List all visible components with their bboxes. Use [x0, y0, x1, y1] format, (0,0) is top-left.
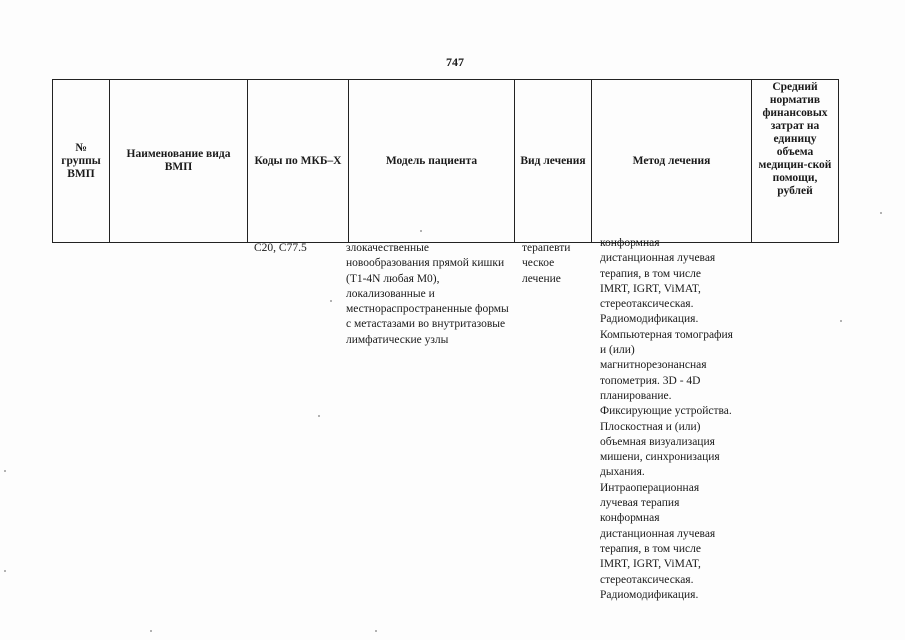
scan-speck — [4, 470, 6, 472]
header-treatment-kind: Вид лечения — [515, 80, 592, 243]
scan-speck — [330, 300, 332, 302]
header-patient-model: Модель пациента — [349, 80, 515, 243]
scan-speck — [318, 415, 320, 417]
header-treatment-method: Метод лечения — [592, 80, 752, 243]
table-header — [52, 79, 839, 243]
page-number: 747 — [446, 55, 464, 69]
scan-speck — [880, 212, 882, 214]
cell-patient-model: злокачественные новообразования прямой кишки (T1-4N любая M0), локализованные и местнораспространенные формы с метастазами во внутритазовые лимфатические узлы — [346, 242, 509, 346]
scan-speck — [840, 320, 842, 322]
header-vmp-name: Наименование вида ВМП — [110, 80, 248, 243]
header-group-number: № группы ВМП — [53, 80, 110, 243]
cell-icd-codes: C20, C77.5 — [254, 242, 307, 254]
cell-treatment-kind: терапевти ческое лечение — [522, 242, 571, 285]
header-average-cost: Средний норматив финансовых затрат на единицу объема медицин-ской помощи, рублей — [752, 80, 839, 243]
cell-treatment-method: конформная дистанционная лучевая терапия, в том числе IMRT, IGRT, ViMAT, стереотаксическая. Радиомодификация. Компьютерная томография и (или) магнитнорезонансная топометрия. 3D - 4D планирование. Фиксирующие устройства. Плоскостная и (или) объемная визуализация мишени, синхронизация дыхания. Интраоперационная лучевая терапия конформная дистанционная лучевая терапия, в том числе IMRT, IGRT, ViMAT, стереотаксическая. Радиомодификация. — [600, 237, 733, 601]
scan-speck — [4, 570, 6, 572]
scan-speck — [420, 230, 422, 232]
header-icd-codes: Коды по МКБ–Х — [248, 80, 349, 243]
scan-speck — [150, 630, 152, 632]
scan-speck — [375, 630, 377, 632]
